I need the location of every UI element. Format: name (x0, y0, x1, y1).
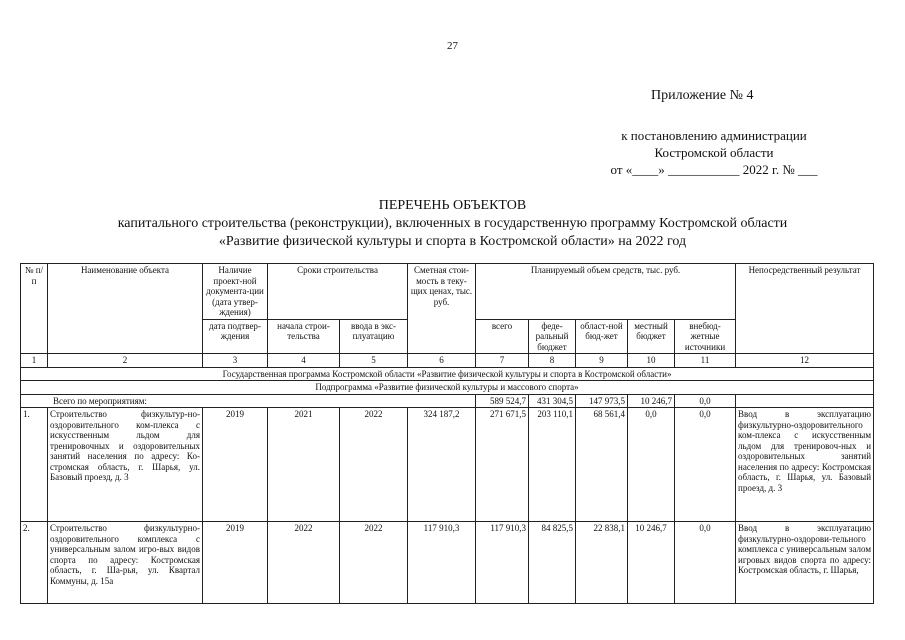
subprogram-title: Подпрограмма «Развитие физической культуры и массового спорта» (21, 381, 874, 395)
program-title: Государственная программа Костромской области «Развитие физической культуры и спорта в Костромской области» (21, 367, 874, 381)
total-extra: 0,0 (675, 394, 736, 408)
row-start-year: 2022 (268, 522, 340, 604)
title-line-3: «Развитие физической культуры и спорта в Костромской области» на 2022 год (218, 234, 687, 249)
total-federal: 431 304,5 (529, 394, 576, 408)
row-total: 271 671,5 (476, 408, 529, 522)
row-start-year: 2021 (268, 408, 340, 522)
title-line-2: капитального строительства (реконструкции), включенных в государственную программу Костромской области (117, 216, 788, 231)
table-row (21, 408, 874, 522)
header-docs-sub: дата подтвер-ждения (203, 319, 268, 354)
total-label: Всего по мероприятиям: (21, 394, 476, 408)
row-object-name: Строительство физкультурно-оздоровительного комплекса с универсальным залом игро-вых видов спорта по адресу: Костромская область, г. Ша-рья, ул. Квартал Коммуны, д. 15а (48, 522, 203, 604)
column-number: 1 (21, 354, 48, 368)
title-line-1: ПЕРЕЧЕНЬ ОБЪЕКТОВ (378, 198, 527, 213)
row-extra: 0,0 (675, 522, 736, 604)
table-header-row (21, 264, 874, 320)
row-commission-year: 2022 (340, 522, 408, 604)
appendix-label: Приложение № 4 (651, 88, 754, 103)
column-number: 8 (529, 354, 576, 368)
decree-line-3: от «____» ___________ 2022 г. № ___ (610, 162, 818, 177)
row-local: 10 246,7 (628, 522, 675, 604)
header-terms: Сроки строительства (268, 264, 408, 320)
column-number: 4 (268, 354, 340, 368)
column-number: 3 (203, 354, 268, 368)
total-regional: 147 973,5 (576, 394, 628, 408)
header-cost: Сметная стои-мость в теку-щих ценах, тыс. руб. (408, 264, 476, 354)
row-regional: 22 838,1 (576, 522, 628, 604)
header-result: Непосредственный результат (736, 264, 874, 354)
row-doc-date: 2019 (203, 408, 268, 522)
row-num: 2. (21, 522, 48, 604)
decree-line-2: Костромской области (654, 145, 774, 160)
column-number-row (21, 354, 874, 368)
column-number: 7 (476, 354, 529, 368)
decree-reference (584, 127, 844, 178)
row-local: 0,0 (628, 408, 675, 522)
header-federal: феде-ральный бюджет (529, 319, 576, 354)
header-funds: Планируемый объем средств, тыс. руб. (476, 264, 736, 320)
column-number: 2 (48, 354, 203, 368)
column-number: 12 (736, 354, 874, 368)
column-number: 10 (628, 354, 675, 368)
header-total: всего (476, 319, 529, 354)
objects-table (20, 263, 874, 604)
decree-line-1: к постановлению администрации (621, 128, 807, 143)
document-title (0, 197, 905, 251)
column-number: 5 (340, 354, 408, 368)
header-commission: ввода в экс-плуатацию (340, 319, 408, 354)
header-num: № п/п (21, 264, 48, 354)
header-regional: област-ной бюд-жет (576, 319, 628, 354)
total-row (21, 394, 874, 408)
row-result: Ввод в эксплуатацию физкультурно-оздорови-тельного комплекса с универсальным залом игровых видов спорта по адресу: Костромская область, г. Шарья, (736, 522, 874, 604)
header-name: Наименование объекта (48, 264, 203, 354)
total-all: 589 524,7 (476, 394, 529, 408)
row-doc-date: 2019 (203, 522, 268, 604)
row-commission-year: 2022 (340, 408, 408, 522)
row-result: Ввод в эксплуатацию физкультурно-оздоровительного ком-плекса с искусственным льдом для тренировоч-ных и оздоровительных занятий населения по адресу: Костромская область, г. Шарья, ул. Базовый проезд, д. 3 (736, 408, 874, 522)
column-number: 6 (408, 354, 476, 368)
subprogram-title-row (21, 381, 874, 395)
column-number: 11 (675, 354, 736, 368)
header-start: начала строи-тельства (268, 319, 340, 354)
row-regional: 68 561,4 (576, 408, 628, 522)
program-title-row (21, 367, 874, 381)
column-number: 9 (576, 354, 628, 368)
row-extra: 0,0 (675, 408, 736, 522)
row-federal: 203 110,1 (529, 408, 576, 522)
row-num: 1. (21, 408, 48, 522)
header-docs: Наличие проект-ной документа-ции (дата утвер-ждения) (203, 264, 268, 320)
page-number: 27 (447, 40, 458, 52)
row-object-name: Строительство физкультур-но-оздоровительного ком-плекса с искусственным льдом для тренировочных и оздоровительных занятий населения по адресу: Ко-стромская область, г. Шарья, ул. Базовый проезд, д. 3 (48, 408, 203, 522)
header-extra: внебюд-жетные источники (675, 319, 736, 354)
total-result (736, 394, 874, 408)
row-cost: 324 187,2 (408, 408, 476, 522)
total-local: 10 246,7 (628, 394, 675, 408)
header-local: местный бюджет (628, 319, 675, 354)
row-total: 117 910,3 (476, 522, 529, 604)
row-federal: 84 825,5 (529, 522, 576, 604)
table-row (21, 522, 874, 604)
row-cost: 117 910,3 (408, 522, 476, 604)
